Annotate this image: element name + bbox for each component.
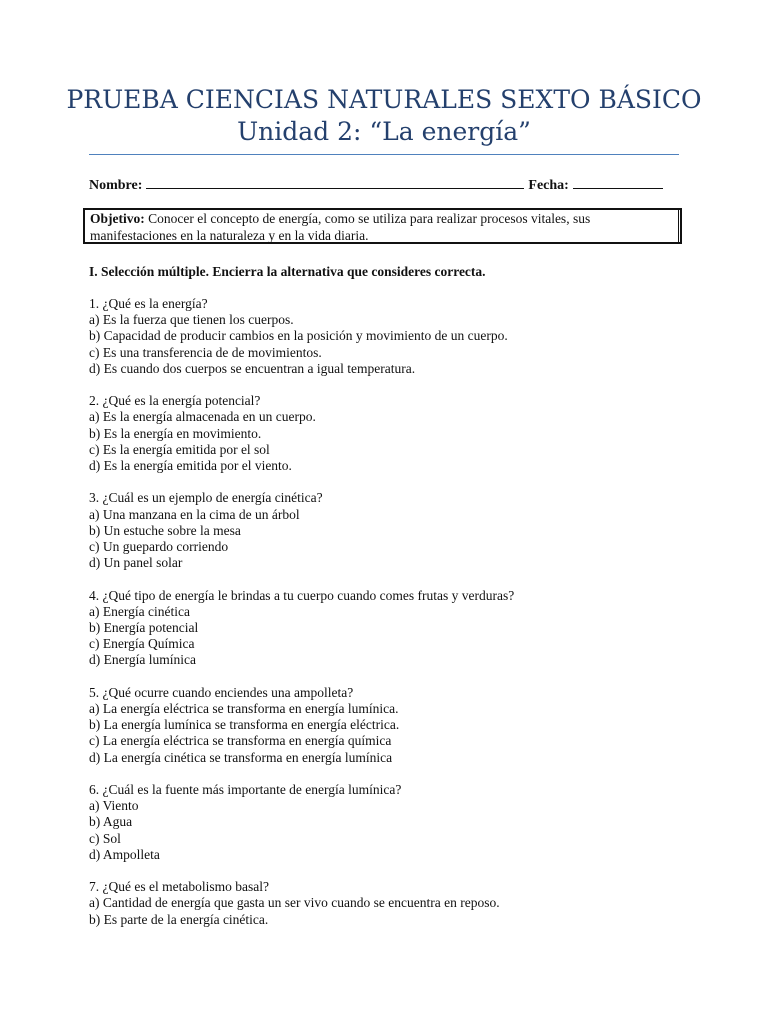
answer-option[interactable]: c) Energía Química — [89, 636, 195, 652]
answer-option[interactable]: b) Agua — [89, 814, 133, 830]
objective-label: Objetivo: — [90, 211, 145, 226]
answer-option[interactable]: d) Es la energía emitida por el viento. — [89, 458, 292, 474]
objective-box — [83, 208, 682, 244]
answer-option[interactable]: a) Es la energía almacenada en un cuerpo. — [89, 409, 316, 425]
question-item — [89, 588, 689, 669]
question-item — [89, 393, 689, 474]
date-label: Fecha: — [528, 178, 569, 193]
document-title: PRUEBA CIENCIAS NATURALES SEXTO BÁSICO — [66, 85, 702, 114]
question-text: 2. ¿Qué es la energía potencial? — [89, 393, 261, 409]
answer-option[interactable]: c) Un guepardo corriendo — [89, 539, 229, 555]
answer-option[interactable]: d) Es cuando dos cuerpos se encuentran a igual temperatura. — [89, 360, 416, 376]
question-text: 3. ¿Cuál es un ejemplo de energía cinética? — [89, 490, 323, 506]
answer-option[interactable]: b) Es la energía en movimiento. — [89, 425, 262, 441]
student-info-line — [89, 176, 679, 194]
document-subtitle: Unidad 2: “La energía” — [237, 117, 531, 146]
answer-option[interactable]: a) Es la fuerza que tienen los cuerpos. — [89, 312, 294, 328]
answer-option[interactable]: b) Energía potencial — [89, 620, 199, 636]
answer-option[interactable]: a) Una manzana en la cima de un árbol — [89, 506, 300, 522]
question-item — [89, 879, 689, 928]
question-text: 6. ¿Cuál es la fuente más importante de energía lumínica? — [89, 782, 402, 798]
question-text: 7. ¿Qué es el metabolismo basal? — [89, 879, 269, 895]
answer-option[interactable]: c) Es la energía emitida por el sol — [89, 441, 270, 457]
name-blank-field[interactable] — [146, 176, 524, 189]
question-text: 1. ¿Qué es la energía? — [89, 296, 208, 311]
answer-option[interactable]: d) Energía lumínica — [89, 652, 196, 668]
question-text: 4. ¿Qué tipo de energía le brindas a tu cuerpo cuando comes frutas y verduras? — [89, 587, 515, 603]
name-label: Nombre: — [89, 178, 143, 193]
answer-option[interactable]: a) Cantidad de energía que gasta un ser vivo cuando se encuentra en reposo. — [89, 895, 500, 911]
section-heading: I. Selección múltiple. Encierra la alternativa que consideres correcta. — [89, 264, 486, 279]
objective-text-block — [90, 211, 675, 244]
date-blank-field[interactable] — [573, 176, 663, 189]
questions-list — [89, 296, 689, 944]
answer-option[interactable]: b) Es parte de la energía cinética. — [89, 911, 269, 927]
question-text: 5. ¿Qué ocurre cuando enciendes una ampolleta? — [89, 684, 354, 700]
question-item — [89, 782, 689, 863]
objective-description: Conocer el concepto de energía, como se utiliza para realizar procesos vitales, sus manifestaciones en la naturaleza y en la vida diaria. — [90, 211, 591, 243]
answer-option[interactable]: c) Sol — [89, 830, 121, 846]
answer-option[interactable]: c) Es una transferencia de de movimientos. — [89, 344, 322, 360]
answer-option[interactable]: d) Un panel solar — [89, 555, 183, 571]
answer-option[interactable]: a) Energía cinética — [89, 603, 190, 619]
answer-option[interactable]: d) La energía cinética se transforma en energía lumínica — [89, 749, 393, 765]
answer-option[interactable]: b) Capacidad de producir cambios en la posición y movimiento de un cuerpo. — [89, 328, 508, 344]
answer-option[interactable]: a) Viento — [89, 798, 139, 814]
question-item — [89, 685, 689, 766]
question-item — [89, 490, 689, 571]
answer-option[interactable]: b) Un estuche sobre la mesa — [89, 522, 241, 538]
answer-option[interactable]: c) La energía eléctrica se transforma en energía química — [89, 733, 392, 749]
title-divider — [89, 154, 679, 155]
answer-option[interactable]: a) La energía eléctrica se transforma en energía lumínica. — [89, 701, 399, 717]
answer-option[interactable]: b) La energía lumínica se transforma en energía eléctrica. — [89, 717, 400, 733]
question-item — [89, 296, 689, 377]
answer-option[interactable]: d) Ampolleta — [89, 846, 160, 862]
